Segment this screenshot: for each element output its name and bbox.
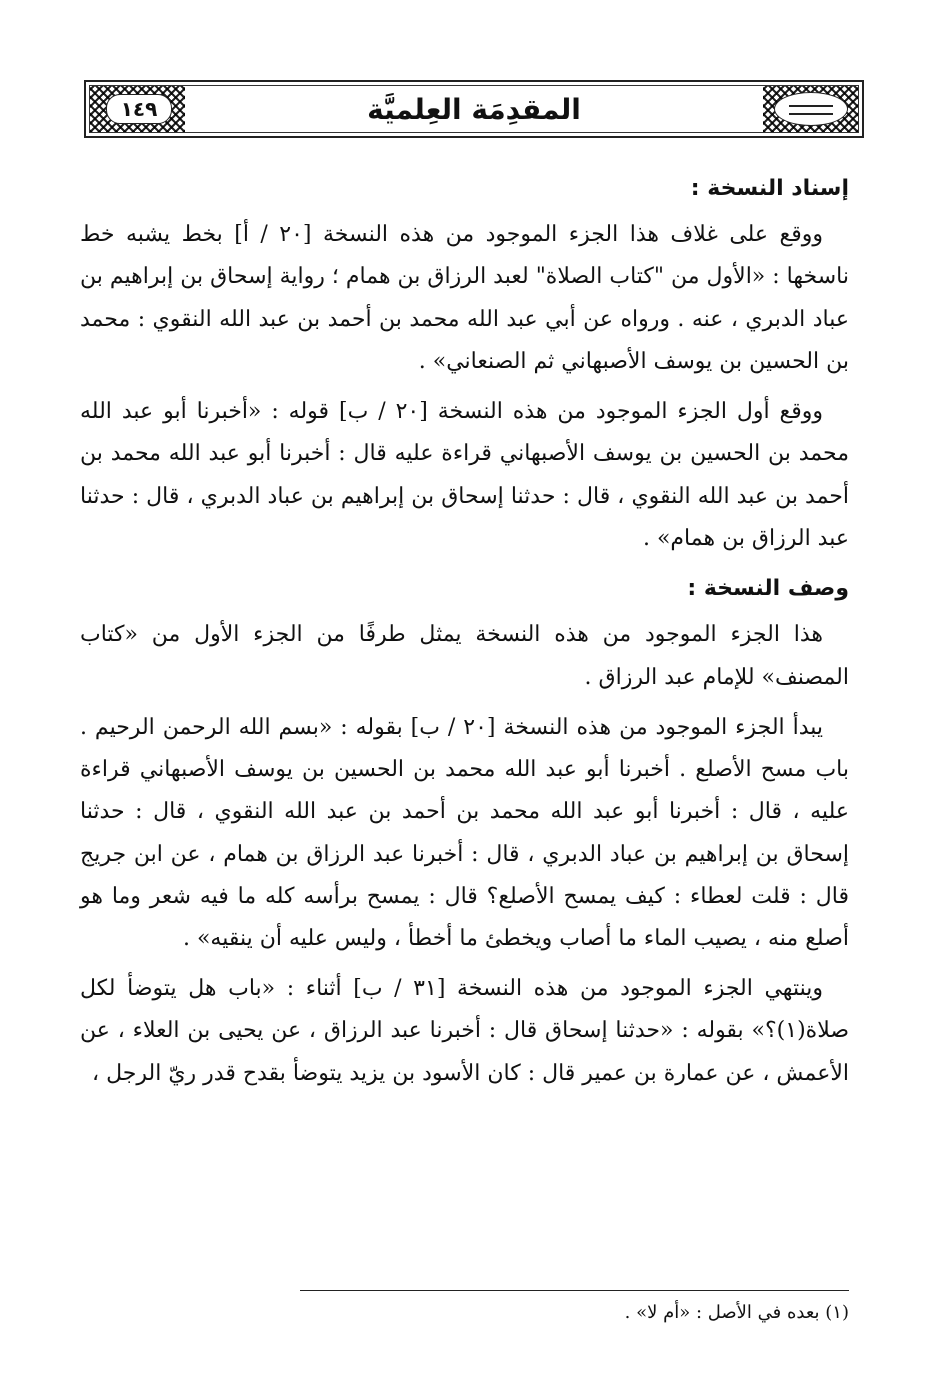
running-header [84,80,864,138]
paragraph: ووقع على غلاف هذا الجزء الموجود من هذه النسخة [٢٠ / أ] بخط يشبه خط ناسخها : «الأول من "كتاب الصلاة" لعبد الرزاق بن همام ؛ رواية إسحاق بن إبراهيم بن عباد الدبري ، عنه . ورواه عن أبي عبد الله محمد بن أحمد بن عبد الله النقوي : محمد بن الحسين بن يوسف الأصبهاني ثم الصنعاني» . [80,222,849,374]
header-ornament-right [763,86,858,132]
book-logo [774,92,848,126]
footnote: (١) بعده في الأصل : «أم لا» . [624,1302,849,1323]
section-heading-isnad: إسناد النسخة : [690,176,849,201]
paragraph: هذا الجزء الموجود من هذه النسخة يمثل طرفًا من الجزء الأول من «كتاب المصنف» للإمام عبد الرزاق . [80,622,849,690]
page-number: ١٤٩ [106,94,172,124]
paragraph: وينتهي الجزء الموجود من هذه النسخة [٣١ / ب] أثناء : «باب هل يتوضأ لكل صلاة(١)؟» بقوله : «حدثنا إسحاق قال : أخبرنا عبد الرزاق ، عن يحيى بن العلاء ، عن الأعمش ، عن عمارة بن عمير قال : كان الأسود بن يزيد يتوضأ بقدح قدر ريّ الرجل ، [80,976,849,1086]
page-body [80,168,849,1095]
header-ornament-left [90,86,185,132]
paragraph: ووقع أول الجزء الموجود من هذه النسخة [٢٠ / ب] قوله : «أخبرنا أبو عبد الله محمد بن الحسين بن يوسف الأصبهاني قراءة عليه قال : أخبرنا أبو عبد الله محمد بن أحمد بن عبد الله النقوي ، قال : حدثنا إسحاق بن إبراهيم بن عباد الدبري ، قال : حدثنا عبد الرزاق بن همام» . [80,399,849,551]
section-heading-description: وصف النسخة : [687,576,849,602]
running-title: المقدِمَة العِلميَّة [367,92,581,126]
paragraph: يبدأ الجزء الموجود من هذه النسخة [٢٠ / ب] بقوله : «بسم الله الرحمن الرحيم . باب مسح الأصلع . أخبرنا أبو عبد الله محمد بن الحسين بن يوسف الأصبهاني قراءة عليه ، قال : أخبرنا أبو عبد الله محمد بن أحمد بن عبد الله النقوي ، قال : حدثنا إسحاق بن إبراهيم بن عباد الدبري ، قال : أخبرنا عبد الرزاق بن همام ، عن ابن جريج قال : قلت لعطاء : كيف يمسح الأصلع؟ قال : يمسح برأسه كله ما فيه شعر وما هو أصلع منه ، يصيب الماء ما أصاب ويخطئ ما أخطأ ، وليس عليه أن ينقيه» . [80,714,849,951]
footnote-separator [300,1290,849,1291]
